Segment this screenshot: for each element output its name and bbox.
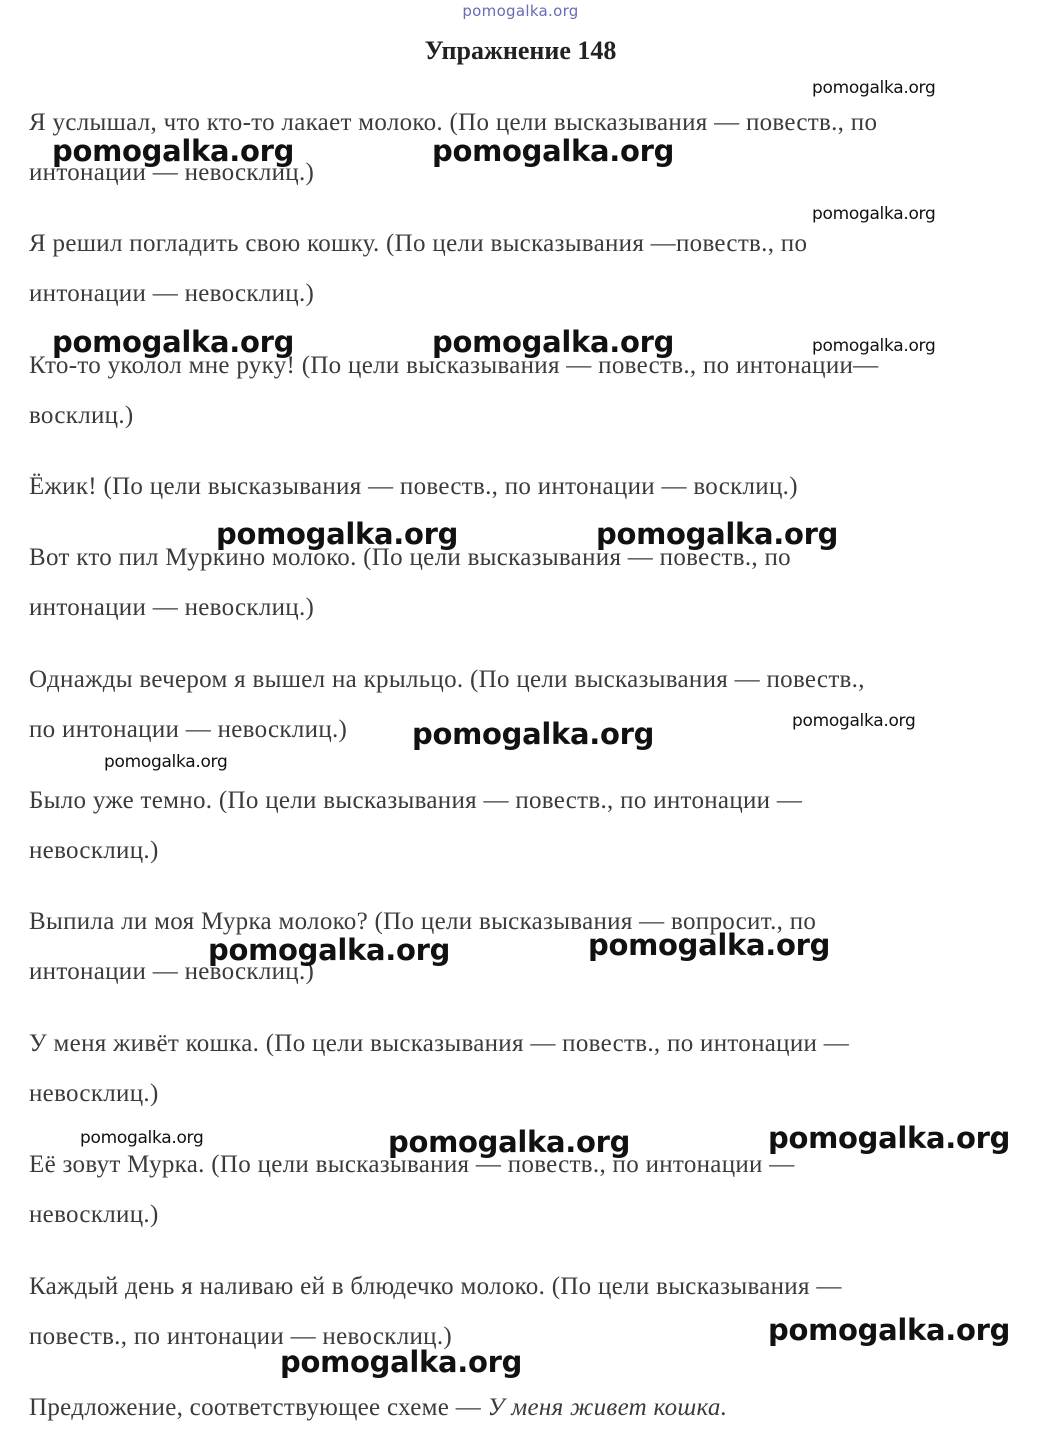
watermark: pomogalka.org [768,1121,1011,1155]
watermark: pomogalka.org [432,325,675,359]
paragraph-line [29,1383,1014,1433]
watermark: pomogalka.org [52,325,295,359]
sentence-paragraph [29,533,1014,633]
watermark: pomogalka.org [52,134,295,168]
sentence-paragraph [29,897,1014,997]
paragraph-line: интонации — невосклиц.) [29,958,315,985]
paragraph-line: интонации — невосклиц.) [29,159,315,186]
watermark: pomogalka.org [388,1125,631,1159]
sentence-paragraph [29,462,1014,512]
paragraph-line: У меня живёт кошка. (По цели высказывания — повеств., по интонации — [29,1030,850,1057]
paragraph-line: Было уже темно. (По цели высказывания — повеств., по интонации — [29,787,803,814]
paragraph-line: Вот кто пил Муркино молоко. (По цели высказывания — повеств., по [29,544,791,571]
sentence-paragraph [29,776,1014,876]
watermark: pomogalka.org [432,134,675,168]
watermark: pomogalka.org [812,78,936,98]
watermark: pomogalka.org [812,204,936,224]
paragraph-line: интонации — невосклиц.) [29,280,315,307]
watermark: pomogalka.org [588,928,831,962]
paragraph-line: Я решил погладить свою кошку. (По цели высказывания —повеств., по [29,230,808,257]
paragraph-line: по интонации — невосклиц.) [29,716,348,743]
watermark: pomogalka.org [216,517,459,551]
paragraph-line: Однажды вечером я вышел на крыльцо. (По цели высказывания — повеств., [29,666,865,693]
paragraph-line: Её зовут Мурка. (По цели высказывания — повеств., по интонации — [29,1151,795,1178]
sentence-paragraph [29,1019,1014,1119]
paragraph-line: Я услышал, что кто-то лакает молоко. (По цели высказывания — повеств., по [29,109,878,136]
watermark: pomogalka.org [596,517,839,551]
scheme-prefix: Предложение, соответствующее схеме — [29,1394,488,1421]
watermark: pomogalka.org [208,933,451,967]
scheme-sentence [29,1383,1014,1433]
watermark: pomogalka.org [80,1128,204,1148]
watermark: pomogalka.org [280,1345,523,1379]
paragraph-line: повеств., по интонации — невосклиц.) [29,1323,453,1350]
paragraph-line: Выпила ли моя Мурка молоко? (По цели высказывания — вопросит., по [29,908,817,935]
sentence-paragraph [29,219,1014,319]
paragraph-line: Каждый день я наливаю ей в блюдечко молоко. (По цели высказывания — [29,1273,842,1300]
watermark: pomogalka.org [768,1313,1011,1347]
page-title: Упражнение 148 [424,36,617,65]
paragraph-line: восклиц.) [29,402,134,429]
paragraph-line: невосклиц.) [29,837,159,864]
watermark: pomogalka.org [812,336,936,356]
scheme-answer: У меня живет кошка. [487,1394,728,1421]
watermark: pomogalka.org [412,717,655,751]
paragraph-line: интонации — невосклиц.) [29,594,315,621]
watermark: pomogalka.org [792,711,916,731]
site-link[interactable]: pomogalka.org [462,2,579,20]
paragraph-line: Кто-то уколол мне руку! (По цели высказывания — повеств., по интонации— [29,352,879,379]
paragraph-line: Ёжик! (По цели высказывания — повеств., по интонации — восклиц.) [29,473,798,500]
watermark: pomogalka.org [104,752,228,772]
paragraph-line: невосклиц.) [29,1201,159,1228]
paragraph-line: невосклиц.) [29,1080,159,1107]
